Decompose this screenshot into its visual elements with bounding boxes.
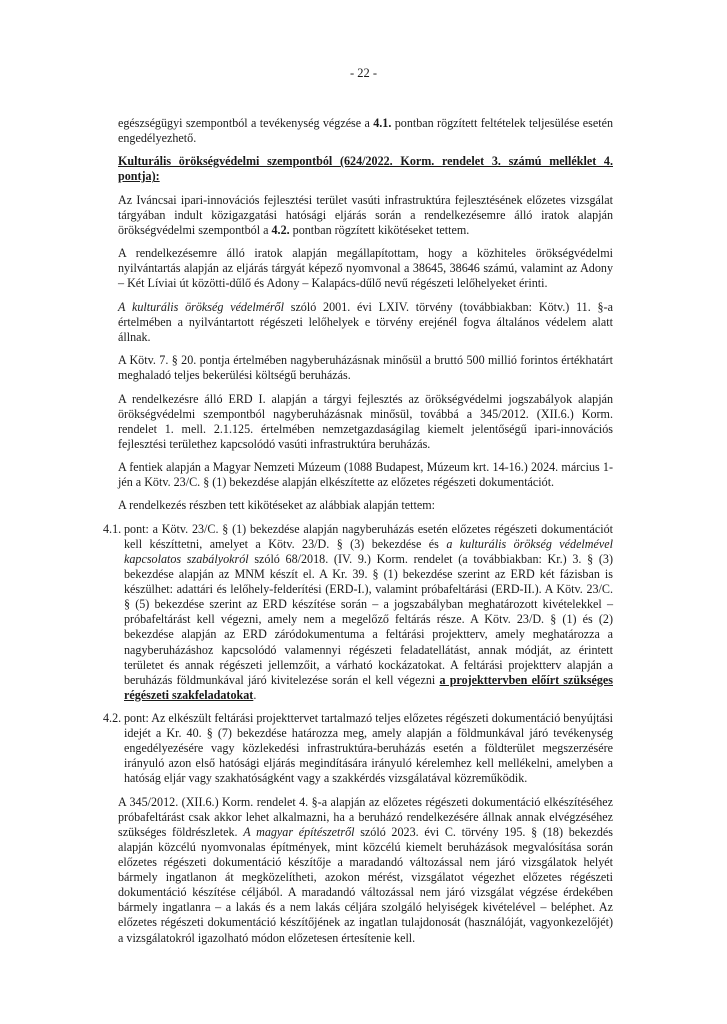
text-run: pontban rögzített feltételek teljesülése esetén engedélyezhető.: [118, 116, 614, 146]
page-number: - 22 -: [349, 66, 378, 80]
document-body: [103, 116, 614, 954]
text-run: egészségügyi szempontból a tevékenység végzése a: [118, 116, 374, 130]
item-number: 4.1.: [103, 521, 122, 536]
paragraph-sites: A rendelkezésemre álló iratok alapján megállapítottam, hogy a közhiteles örökségvédelmi nyilvántartás alapján az eljárás tárgyát képező nyomvonal a 38645, 38646 számú, valamint az Adony – Két Líviai út közötti-dűlő és Adony – Kalapács-dűlő nevű régészeti lelőhelyeket érinti.: [118, 246, 613, 291]
text-run: Az Iváncsai ipari-innovációs fejlesztési terület vasúti infrastruktúra fejlesztésének előzetes vizsgálat tárgyában indult közigazgatási hatósági eljárás során a rendelkezésemre álló iratok alapján örökségvédelmi szempontból a: [118, 192, 613, 237]
text-run: szóló 2001. évi LXIV. törvény (továbbiakban: Kötv.) 11. §-a értelmében a nyilvántartott régészeti lelőhelyek e törvény erejénél fogva általános védelem alatt állnak.: [118, 299, 613, 344]
paragraph-intro: [118, 193, 613, 238]
paragraph-museum: A fentiek alapján a Magyar Nemzeti Múzeum (1088 Budapest, Múzeum krt. 14-16.) 2024. március 1-jén a Kötv. 23/C. § (1) bekezdése alapján elkészítette az előzetes régészeti dokumentációt.: [118, 460, 613, 490]
text-run: pont: a Kötv. 23/C. § (1) bekezdése alapján nagyberuházás esetén előzetes régészeti dokumentációt kell készíttetni, amelyet a Kötv. 23/D. § (3) bekezdése és: [124, 521, 613, 551]
item-body: pont: Az elkészült feltárási projekttervet tartalmazó teljes előzetes régészeti dokumentáció benyújtási idejét a Kr. 40. § (7) bekezdése határozza meg, amely alapján a földmunkával járó tevékenység engedélyezésére vagy közlekedési infrastruktúra-beruházás esetén a földterület megszerzésére irányuló azon első hatósági eljárás megindítására irányuló kérelemhez kell mellékelni, amelyben a hatóság eljár vagy szakhatóságként vagy a szakkérdés vizsgálatával közreműködik.: [124, 711, 613, 786]
paragraph-health-condition: [118, 116, 613, 146]
paragraph-test-excavation: [118, 795, 613, 946]
paragraph-erd: A rendelkezésre álló ERD I. alapján a tárgyi fejlesztés az örökségvédelmi jogszabályok alapján örökségvédelmi szempontból nagyberuházásnak minősül, továbbá a 345/2012. (XII.6.) Korm. rendelet 1. mell. 2.1.125. értelmében nemzetgazdaságilag kiemelt jelentőségű ipari-innovációs fejlesztési területhez kapcsolódó vasúti infrastruktúra beruházás.: [118, 391, 613, 451]
paragraph-kotv-7: A Kötv. 7. § 20. pontja értelmében nagyberuházásnak minősül a bruttó 500 millió forintos értékhatárt meghaladó teljes bekerülési költségű beruházás.: [118, 353, 613, 383]
item-number: 4.2.: [103, 711, 122, 726]
bold-ref: 4.1.: [373, 116, 392, 130]
italic-title: A kulturális örökség védelméről: [118, 299, 284, 314]
text-run: A 345/2012. (XII.6.) Korm. rendelet 4. §-a alapján az előzetes régészeti dokumentáció elkészítéséhez próbafeltárást csak akkor lehet alkalmazni, ha a beruházó rendelkezésére állnak annak elvégzéséhez szükséges földrészletek.: [118, 794, 613, 839]
text-run: szóló 68/2018. (IV. 9.) Korm. rendelet (a továbbiakban: Kr.) 3. § (3) bekezdése alapján az MNM készít el. A Kr. 39. § (1) bekezdése szerint az ERD két fázisban is készülhet: adattári és lelőhely-felderítési (ERD-I.), valamint próbafeltárási (ERD-II.). A Kötv. 23/C. § (5) bekezdése szerint az ERD készítése során – a jogszabályban meghatározott kivételekkel – próbafeltárást kell végezni, amely nem a megelőző feltárás része. A Kötv. 23/D. § (1) és (2) bekezdése alapján az ERD záródokumentuma a feltárási projektterv, amely meghatározza a nagyberuházáshoz kapcsolódó valamennyi régészeti feladatellátást, annak módját, az érintett területet és annak régészeti jellemzőit, a várható kockázatokat. A feltárási projektterv alapján a beruházás földmunkával járó kivitelezése során el kell végezni: [124, 551, 614, 687]
item-body: [124, 522, 613, 703]
italic-title: A magyar építészetről: [243, 824, 355, 839]
bold-ref: 4.2.: [271, 222, 290, 237]
list-item-4-2: [103, 711, 613, 786]
section-heading: Kulturális örökségvédelmi szempontból (624/2022. Korm. rendelet 3. számú melléklet 4. pontja):: [118, 154, 613, 184]
paragraph-conditions-intro: A rendelkezés részben tett kikötéseket az alábbiak alapján tettem:: [118, 498, 435, 513]
italic-title: a kulturális örökség védelmével kapcsolatos szabályokról: [124, 536, 613, 566]
text-run: szóló 2023. évi C. törvény 195. § (18) bekezdés alapján közcélú nyomvonalas építmények, mint közcélú kiemelt beruházások megvalósítása során előzetes régészeti dokumentáció készítője a maradandó változással nem járó vizsgálatok helyét bármely ingatlanon át megközelítheti, azokon mérést, vizsgálatot végezhet előzetes régészeti dokumentáció készítése céljából. A maradandó változással nem járó vizsgálat végzése érdekében bármely ingatlanra – a lakás és a nem lakás céljára szolgáló helyiségek kivételével – beléphet. Az előzetes régészeti dokumentáció készítőjének az ingatlan tulajdonosát (használóját, vagyonkezelőjét) a vizsgálatokról igazolható módon előzetesen értesítenie kell.: [118, 824, 614, 945]
text-run: .: [253, 687, 257, 702]
list-item-4-1: [103, 521, 614, 703]
text-run: pontban rögzített kikötéseket tettem.: [289, 222, 470, 237]
paragraph-kotv-11: [118, 300, 613, 345]
bold-underlined-phrase: a projekttervben előírt szükséges régészeti szakfeladatokat: [124, 672, 613, 702]
